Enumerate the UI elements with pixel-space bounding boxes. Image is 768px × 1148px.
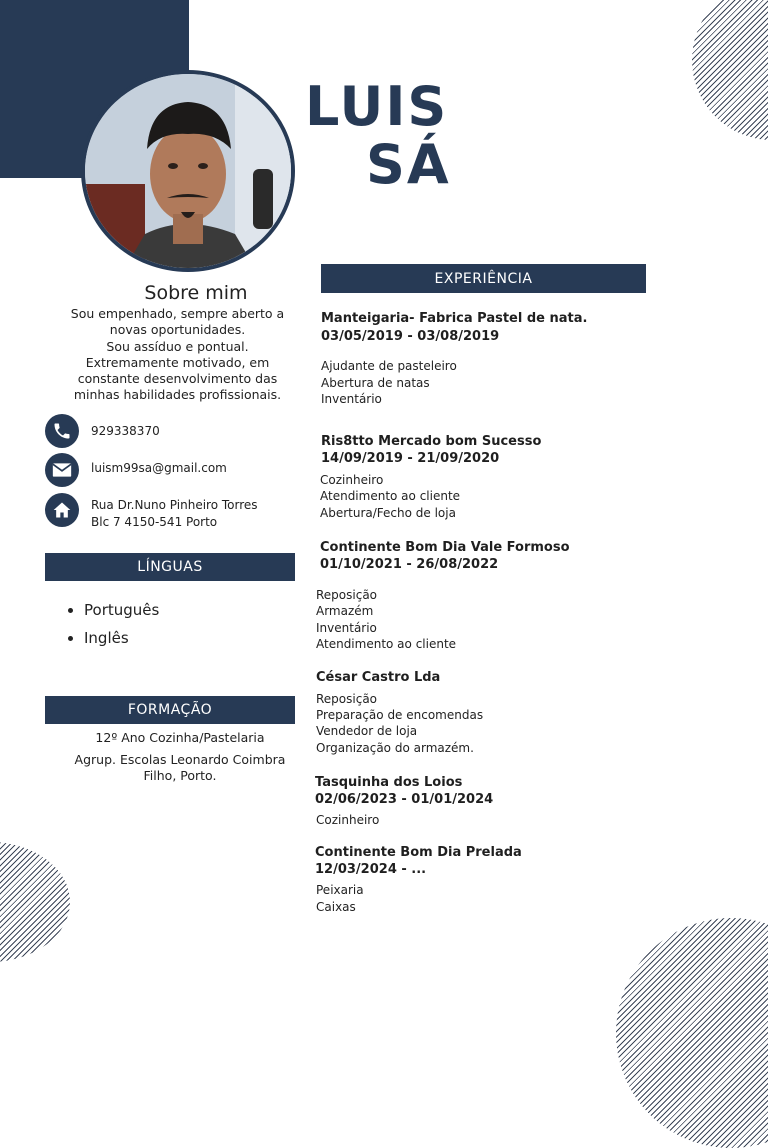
job-task: Atendimento ao cliente [316,637,457,651]
home-icon [45,493,79,527]
job-task: Cozinheiro [320,473,384,487]
job-task: Vendedor de loja [316,724,418,738]
about-title: Sobre mim [144,282,248,304]
job-dates: 03/05/2019 - 03/08/2019 [321,329,500,344]
email-address: luism99sa@gmail.com [91,461,227,475]
job-dates: 01/10/2021 - 26/08/2022 [320,557,499,572]
phone-number: 929338370 [91,424,160,438]
job-task: Ajudante de pasteleiro [321,359,457,373]
experience-header [321,264,646,293]
job-task: Peixaria [316,883,364,897]
address-line-2: Blc 7 4150-541 Porto [91,515,218,529]
experience-title: EXPERIÊNCIA [434,270,533,287]
language-item: • Inglês [84,624,159,652]
job-task: Armazém [316,604,374,618]
language-item: • Português [84,596,159,624]
email-icon [45,453,79,487]
job-task: Organização do armazém. [316,741,474,755]
education-school: Agrup. Escolas Leonardo Coimbra [74,752,286,767]
hatched-circle-decoration [616,918,768,1148]
education-header [45,696,295,724]
languages-list [64,596,159,652]
last-name: SÁ [366,133,451,196]
phone-icon [45,414,79,448]
education-school-location: Filho, Porto. [143,768,217,783]
job-dates: 12/03/2024 - ... [315,862,427,877]
job-task: Inventário [321,392,382,406]
job-task: Reposição [316,588,378,602]
hatched-circle-decoration [692,0,768,140]
education-course: 12º Ano Cozinha/Pastelaria [95,730,265,745]
languages-title: LÍNGUAS [137,559,203,575]
job-task: Inventário [316,621,377,635]
first-name: LUIS [305,75,449,138]
job-task: Caixas [316,900,356,914]
job-task: Reposição [316,692,378,706]
job-task: Preparação de encomendas [316,708,484,722]
job-company: Continente Bom Dia Prelada [315,845,522,860]
job-task: Cozinheiro [316,813,380,827]
job-company: César Castro Lda [316,670,441,685]
job-dates: 02/06/2023 - 01/01/2024 [315,792,494,807]
job-task: Atendimento ao cliente [320,489,461,503]
about-text: Sou empenhado, sempre aberto a novas oportunidades. Sou assíduo e pontual. Extremamente motivado, em constante desenvolvimento das minhas habilidades profissionais. [70,306,285,403]
job-task: Abertura/Fecho de loja [320,506,456,520]
profile-photo [81,70,295,272]
languages-header [45,553,295,581]
job-company: Ris8tto Mercado bom Sucesso [321,434,542,449]
hatched-circle-decoration [0,842,70,962]
job-task: Abertura de natas [321,376,430,390]
education-title: FORMAÇÃO [127,702,213,718]
job-company: Tasquinha dos Loios [315,775,463,790]
job-dates: 14/09/2019 - 21/09/2020 [321,451,500,466]
job-company: Continente Bom Dia Vale Formoso [320,540,570,555]
address-line-1: Rua Dr.Nuno Pinheiro Torres [91,498,258,512]
job-company: Manteigaria- Fabrica Pastel de nata. [321,311,588,326]
profile-photo-illustration [85,74,291,268]
